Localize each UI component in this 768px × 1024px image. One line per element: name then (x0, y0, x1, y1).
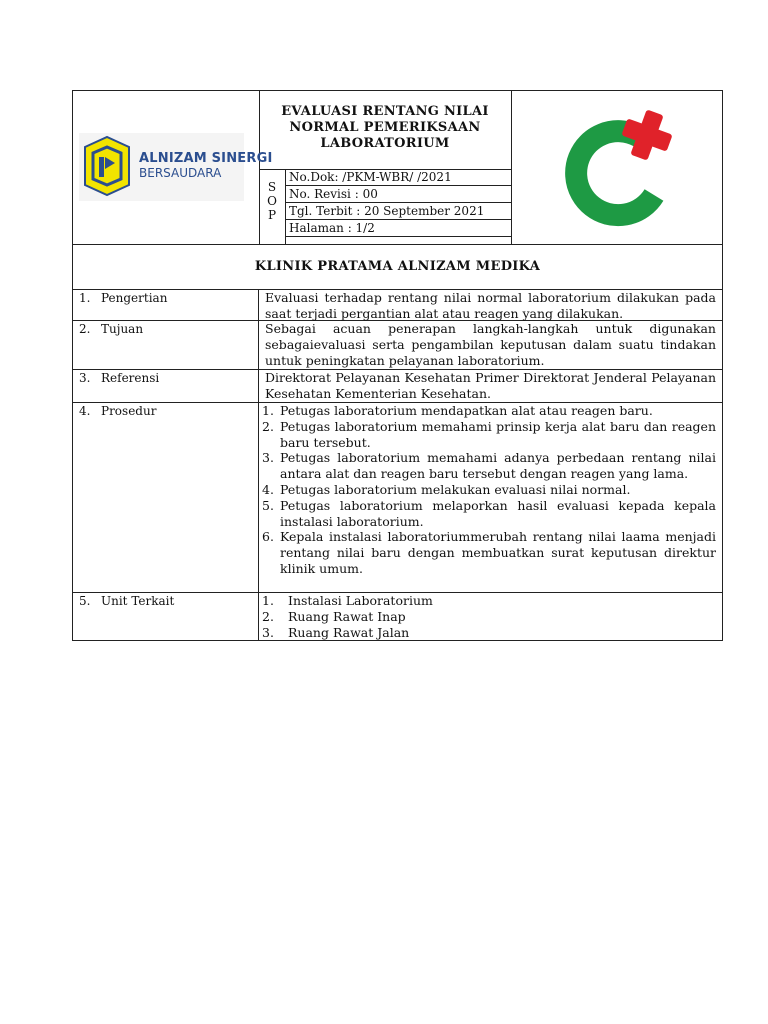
sop-letter-o: O (267, 194, 277, 208)
section-label (73, 321, 259, 369)
section-number: 5. (79, 594, 91, 608)
sop-letter-s: S (267, 180, 277, 194)
title-line-3: LABORATORIUM (320, 136, 450, 151)
section-content (259, 290, 722, 320)
section-text: Evaluasi terhadap rentang nilai normal laboratorium dilakukan pada saat terjadi pergantian alat atau reagen yang dilakukan. (265, 290, 716, 321)
section-number: 4. (79, 404, 91, 418)
list-item (262, 403, 716, 419)
section-unit-terkait (73, 593, 722, 640)
list-text: Ruang Rawat Jalan (288, 624, 410, 640)
document-meta (285, 169, 511, 237)
list-text: Instalasi Laboratorium (288, 593, 433, 608)
list-item (262, 497, 716, 530)
list-item (262, 624, 716, 641)
list-item (262, 418, 716, 451)
section-content (259, 370, 722, 402)
unit-list (262, 593, 716, 640)
section-title: Prosedur (101, 404, 157, 418)
section-text: Direktorat Pelayanan Kesehatan Primer Direktorat Jenderal Pelayanan Kesehatan Kementerian Kesehatan. (265, 370, 716, 401)
list-text: Petugas laboratorium memahami prinsip kerja alat baru dan reagen baru tersebut. (280, 418, 716, 450)
section-referensi (73, 370, 722, 403)
document-header (73, 91, 722, 245)
section-text: Sebagai acuan penerapan langkah-langkah untuk digunakan sebagaievaluasi serta pengambilan keputusan dalam suatu tindakan untuk peningkatan pelayanan laboratorium. (265, 321, 716, 368)
section-title: Tujuan (101, 322, 144, 336)
list-number: 2. (262, 418, 274, 434)
section-tujuan (73, 321, 722, 370)
list-number: 4. (262, 481, 274, 497)
sop-label (259, 169, 286, 244)
list-number: 5. (262, 497, 274, 513)
section-label (73, 370, 259, 402)
section-number: 1. (79, 291, 91, 305)
list-text: Petugas laboratorium memahami adanya perbedaan rentang nilai antara alat dan reagen baru tersebut dengan reagen yang lama. (280, 450, 716, 482)
logo-cell-right (511, 91, 723, 244)
logo-line1: ALNIZAM SINERGI (139, 151, 273, 166)
meta-issue-date: Tgl. Terbit : 20 September 2021 (285, 203, 511, 220)
clinic-name: KLINIK PRATAMA ALNIZAM MEDIKA (73, 245, 722, 290)
list-text: Ruang Rawat Inap (288, 608, 406, 624)
list-text: Petugas laboratorium melaporkan hasil evaluasi kepada kepala instalasi laboratorium. (280, 497, 716, 529)
list-number: 3. (262, 450, 274, 466)
section-number: 2. (79, 322, 91, 336)
list-item (262, 529, 716, 576)
list-text: Kepala instalasi laboratoriummerubah rentang nilai laama menjadi rentang nilai baru dengan membuatkan surat keputusan direktur klinik umum. (280, 529, 716, 576)
section-pengertian (73, 290, 722, 321)
list-text: Petugas laboratorium melakukan evaluasi nilai normal. (280, 481, 631, 497)
alnizam-logo (79, 133, 273, 201)
sop-letter-p: P (267, 208, 277, 222)
meta-page: Halaman : 1/2 (285, 220, 511, 237)
list-number: 2. (262, 608, 274, 624)
procedure-list (262, 403, 716, 577)
section-number: 3. (79, 371, 91, 385)
list-item (262, 608, 716, 625)
title-cell (259, 91, 512, 244)
meta-revision: No. Revisi : 00 (285, 186, 511, 203)
list-text: Petugas laboratorium mendapatkan alat atau reagen baru. (280, 403, 653, 418)
list-number: 1. (262, 403, 274, 418)
list-number: 6. (262, 529, 274, 545)
section-label (73, 403, 259, 592)
document-title (259, 104, 511, 152)
list-item (262, 481, 716, 498)
section-label (73, 593, 259, 640)
clinic-logo-icon (511, 91, 723, 244)
logo-cell-left (73, 91, 273, 244)
section-prosedur (73, 403, 722, 593)
logo-line2: BERSAUDARA (139, 166, 222, 180)
sop-document (72, 90, 723, 641)
section-content (259, 593, 722, 640)
list-number: 3. (262, 624, 274, 640)
meta-doc-number: No.Dok: /PKM-WBR/ /2021 (285, 169, 511, 186)
section-content (259, 403, 722, 592)
list-item (262, 450, 716, 482)
alnizam-emblem-icon (79, 133, 135, 201)
title-line-1: EVALUASI RENTANG NILAI (281, 104, 489, 119)
title-line-2: NORMAL PEMERIKSAAN (289, 120, 481, 135)
list-item (262, 593, 716, 609)
section-content (259, 321, 722, 369)
section-label (73, 290, 259, 320)
list-number: 1. (262, 593, 274, 608)
section-title: Referensi (101, 371, 160, 385)
section-title: Unit Terkait (101, 594, 175, 608)
section-title: Pengertian (101, 291, 168, 305)
